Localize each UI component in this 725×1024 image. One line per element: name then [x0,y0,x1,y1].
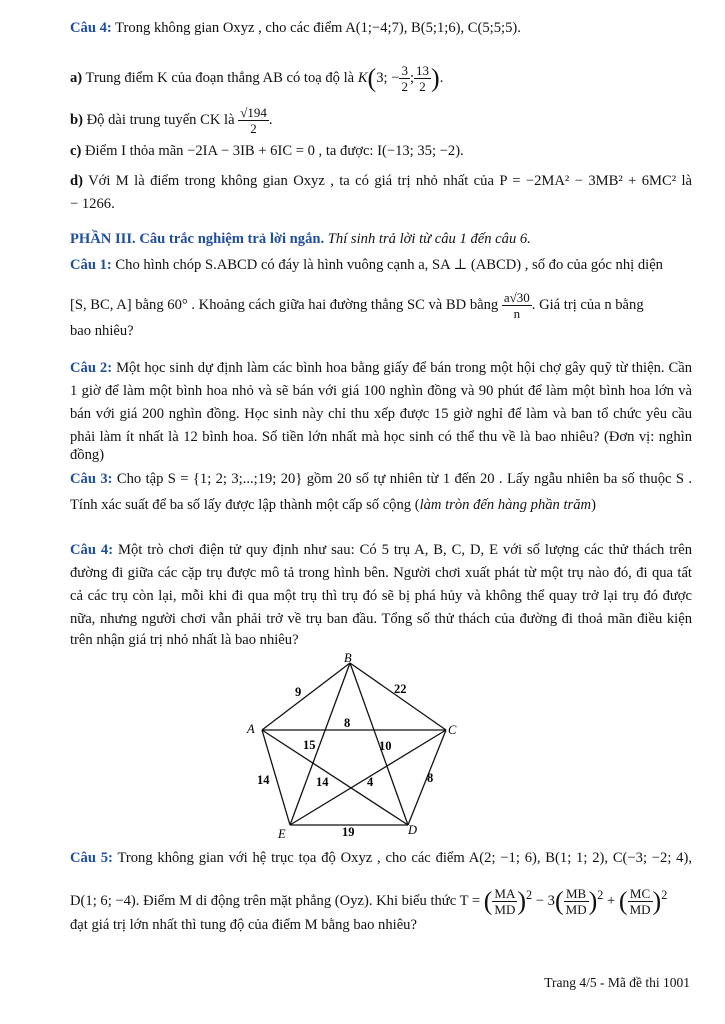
vertex-A: A [247,722,255,736]
weight-DE: 19 [342,825,355,839]
vertex-B: B [344,651,352,665]
fraction-MA-MD: $\frac{MA}{MD}$ [494,886,516,918]
weight-BC: 22 [394,682,407,696]
q2-line3: bán với giá 200 nghìn đồng. Học sinh này chỉ thu xếp được 15 giờ nghỉ để làm và ban tổ chức yêu cầu [70,406,692,422]
q5-line3: đạt giá trị lớn nhất thì tung độ của điểm M bằng bao nhiêu? [70,917,417,933]
q2-line4: phải làm ít nhất là 12 bình hoa. Số tiền lớn nhất mà học sinh có thể thu về là bao nhiêu? (Đơn vị: nghìn [70,429,692,445]
q4b-line5: trên nhận giá trị nhỏ nhất là bao nhiêu? [70,632,299,648]
page-footer: Trang 4/5 - Mã đề thi 1001 [544,975,690,990]
graph-edges [262,663,446,825]
q5-line1: Câu 5: Trong không gian với hệ trục tọa độ Oxyz , cho các điểm A(2; −1; 6), B(1; 1; 2), C(−3; −2; 4), [70,850,692,866]
weight-AB: 9 [295,685,302,699]
q4-part-d: d) Với M là điểm trong không gian Oxyz , ta có giá trị nhỏ nhất của P = −2MA² − 3MB² + 6MC² là [70,173,692,189]
fraction-asqrt30-n: $\frac{a√30}{n}$ [503,290,530,321]
q1-line1: Câu 1: Cho hình chóp S.ABCD có đáy là hình vuông cạnh a, SA ⊥ (ABCD) , số đo của góc nhị diện [70,257,663,273]
q3-line2: Tính xác suất để ba số lấy được lập thành một cấp số cộng (làm tròn đến hàng phần trăm) [70,497,596,513]
q2-line1: Câu 2: Một học sinh dự định làm các bình hoa bằng giấy để bán trong một hội chợ gây quỹ từ thiện. Cần [70,360,692,376]
weight-AE: 14 [257,773,270,787]
q2-line5: đồng) [70,447,105,463]
q4-header: Câu 4: Trong không gian Oxyz , cho các điểm A(1;−4;7), B(5;1;6), C(5;5;5). [70,20,521,36]
q1-line3: bao nhiêu? [70,323,134,339]
fraction-13-2: $\frac{13}{2}$ [416,63,430,94]
vertex-D: D [408,823,418,837]
q4-part-c: c) Điểm I thỏa mãn −2IA − 3IB + 6IC = 0 , ta được: I(−13; 35; −2). [70,143,464,159]
q4-part-d-answer: − 1266. [70,196,115,212]
fraction-sqrt194-2: $\frac{√194}{2}$ [240,105,267,136]
q2-line2: 1 giờ để làm một bình hoa nhỏ và sẽ bán với giá 100 nghìn đồng và 90 phút để làm một bình hoa lớn và [70,383,692,399]
pentagon-graph [240,648,470,843]
section-3-title: PHẦN III. Câu trắc nghiệm trả lời ngắn. Thí sinh trả lời từ câu 1 đến câu 6. [70,231,531,247]
q1-line2: [S, BC, A] bằng 60° . Khoảng cách giữa hai đường thẳng SC và BD bằng $\frac{a√30}{n}$ . Giá trị của n bằng [70,290,644,321]
weight-BE: 10 [379,739,392,753]
vertex-C: C [448,723,457,737]
weight-CD: 8 [427,771,434,785]
q4b-line1: Câu 4: Một trò chơi điện tử quy định như sau: Có 5 trụ A, B, C, D, E với số lượng các thử thách trên [70,542,692,558]
edge-BC [350,663,446,730]
weight-BD: 14 [316,775,329,789]
weight-CE: 4 [367,775,374,789]
vertex-E: E [278,827,286,841]
q4-part-b: b) Độ dài trung tuyến CK là $\frac{√194}{2}$ . [70,105,273,136]
fraction-3-2: $\frac{3}{2}$ [401,63,408,94]
q4-part-a: a) Trung điểm K của đoạn thẳng AB có toạ độ là K(3; − $\frac{3}{2}$ ; $\frac{13}{2}$ ). [70,63,444,94]
q4b-line3: cả các trụ còn lại, mỗi khi đi qua một trụ thì trụ đó sẽ bị phá hủy và không thể quay trở lại trụ đó được [70,588,692,604]
q4b-line4: nữa, nhưng người chơi vẫn phải trở về trụ ban đầu. Tổng số thử thách của đường đi thoả mãn điều kiện [70,611,692,627]
weight-AD: 15 [303,738,316,752]
q3-line1: Câu 3: Cho tập S = {1; 2; 3;...;19; 20} gồm 20 số tự nhiên từ 1 đến 20 . Lấy ngẫu nhiên ba số thuộc S . [70,471,693,487]
q4b-line2: đường đi giữa các cặp trụ được mô tả trong hình bên. Người chơi xuất phát từ một trụ nào đó, đi qua tất [70,565,692,581]
edge-AB [262,663,350,730]
q5-line2: D(1; 6; −4). Điểm M di động trên mặt phẳng (Oyz). Khi biểu thức T = ( $\frac{MA}{MD}$ )$^2$ − 3( $\frac{MB}{MD}$ )$^2$ + ( $\frac{MC}{MD}$ )$^2$ [70,886,668,918]
weight-AC: 8 [344,716,351,730]
fraction-MB-MD: $\frac{MB}{MD}$ [565,886,587,918]
fraction-MC-MD: $\frac{MC}{MD}$ [629,886,651,918]
